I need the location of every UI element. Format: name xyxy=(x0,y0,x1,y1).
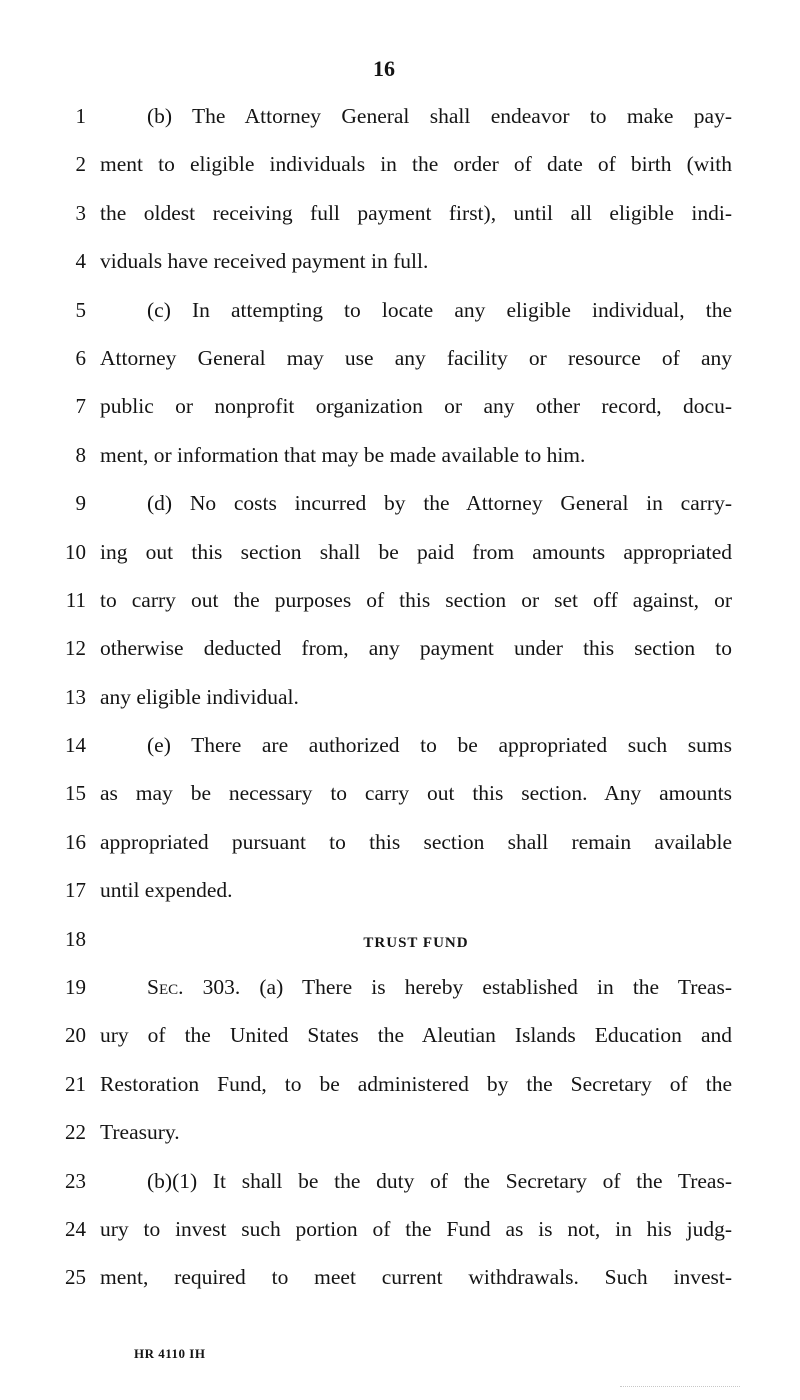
document-line xyxy=(0,1064,800,1112)
document-line xyxy=(0,628,800,676)
line-number: 9 xyxy=(75,491,86,516)
line-number: 23 xyxy=(65,1168,86,1193)
document-line xyxy=(0,483,800,531)
document-line xyxy=(0,1015,800,1063)
line-number: 10 xyxy=(65,539,86,564)
document-line xyxy=(0,967,800,1015)
line-text: as may be necessary to carry out this section. Any amounts xyxy=(100,781,732,806)
document-line xyxy=(0,580,800,628)
line-text: public or nonprofit organization or any other record, docu- xyxy=(100,394,732,419)
line-text: any eligible individual. xyxy=(100,684,299,709)
document-line xyxy=(0,241,800,289)
line-text: appropriated pursuant to this section shall remain available xyxy=(100,829,732,854)
document-line xyxy=(0,870,800,918)
scan-artifact xyxy=(620,1386,740,1388)
line-number: 25 xyxy=(65,1265,86,1290)
document-line xyxy=(0,96,800,144)
document-line xyxy=(0,725,800,773)
line-number: 19 xyxy=(65,975,86,1000)
line-number: 21 xyxy=(65,1071,86,1096)
document-line xyxy=(0,290,800,338)
line-text: until expended. xyxy=(100,878,233,903)
line-text: otherwise deducted from, any payment under this section to xyxy=(100,636,732,661)
line-text: ing out this section shall be paid from amounts appropriated xyxy=(100,539,732,564)
line-text: (d) No costs incurred by the Attorney General in carry- xyxy=(147,491,732,516)
document-line xyxy=(0,1209,800,1257)
line-number: 22 xyxy=(65,1120,86,1145)
line-text: (c) In attempting to locate any eligible individual, the xyxy=(147,297,732,322)
document-line xyxy=(0,338,800,386)
line-text xyxy=(147,975,732,999)
line-text: (e) There are authorized to be appropriated such sums xyxy=(147,733,732,758)
line-text: Treasury. xyxy=(100,1120,180,1145)
document-line xyxy=(0,386,800,434)
document-line xyxy=(0,919,800,967)
document-line xyxy=(0,677,800,725)
document-line xyxy=(0,144,800,192)
page-number: 16 xyxy=(373,56,395,81)
document-line xyxy=(0,822,800,870)
line-number: 5 xyxy=(75,297,86,322)
document-line xyxy=(0,532,800,580)
line-number: 24 xyxy=(65,1216,86,1241)
document-line xyxy=(0,1161,800,1209)
line-text: ment to eligible individuals in the order of date of birth (with xyxy=(100,152,732,177)
line-text: ment, required to meet current withdrawals. Such invest- xyxy=(100,1265,732,1290)
bill-identifier-footer: HR 4110 IH xyxy=(134,1346,206,1361)
line-number: 15 xyxy=(65,781,86,806)
line-number: 4 xyxy=(75,249,86,274)
document-line xyxy=(0,1112,800,1160)
document-line xyxy=(0,435,800,483)
line-number: 12 xyxy=(65,636,86,661)
line-number: 3 xyxy=(75,200,86,225)
line-number: 1 xyxy=(75,104,86,128)
line-text: (b) The Attorney General shall endeavor to make pay- xyxy=(147,104,732,128)
line-number: 7 xyxy=(75,394,86,419)
line-text: to carry out the purposes of this section or set off against, or xyxy=(100,587,732,612)
line-text: ment, or information that may be made available to him. xyxy=(100,442,586,467)
line-number: 20 xyxy=(65,1023,86,1048)
line-text: the oldest receiving full payment first), until all eligible indi- xyxy=(100,200,732,225)
line-number: 8 xyxy=(75,442,86,467)
line-text-rest: 303. (a) There is hereby established in the Treas- xyxy=(183,975,732,1000)
section-heading: TRUST FUND xyxy=(363,934,469,951)
line-number: 11 xyxy=(65,587,86,612)
line-text: ury of the United States the Aleutian Islands Education and xyxy=(100,1023,732,1048)
document-line xyxy=(0,773,800,821)
line-text: Restoration Fund, to be administered by the Secretary of the xyxy=(100,1071,732,1096)
numbered-text-body xyxy=(0,96,800,1306)
document-line xyxy=(0,1257,800,1305)
section-label: Sec. xyxy=(147,975,184,1000)
line-text: viduals have received payment in full. xyxy=(100,249,429,274)
line-text: ury to invest such portion of the Fund as is not, in his judg- xyxy=(100,1216,732,1241)
line-number: 6 xyxy=(75,345,86,370)
document-line xyxy=(0,193,800,241)
line-number: 14 xyxy=(65,733,86,758)
line-number: 18 xyxy=(65,926,86,951)
line-number: 13 xyxy=(65,684,86,709)
line-number: 16 xyxy=(65,829,86,854)
line-number: 17 xyxy=(65,878,86,903)
line-text: (b)(1) It shall be the duty of the Secretary of the Treas- xyxy=(147,1168,732,1193)
line-number: 2 xyxy=(75,152,86,177)
line-text: Attorney General may use any facility or resource of any xyxy=(100,345,732,370)
